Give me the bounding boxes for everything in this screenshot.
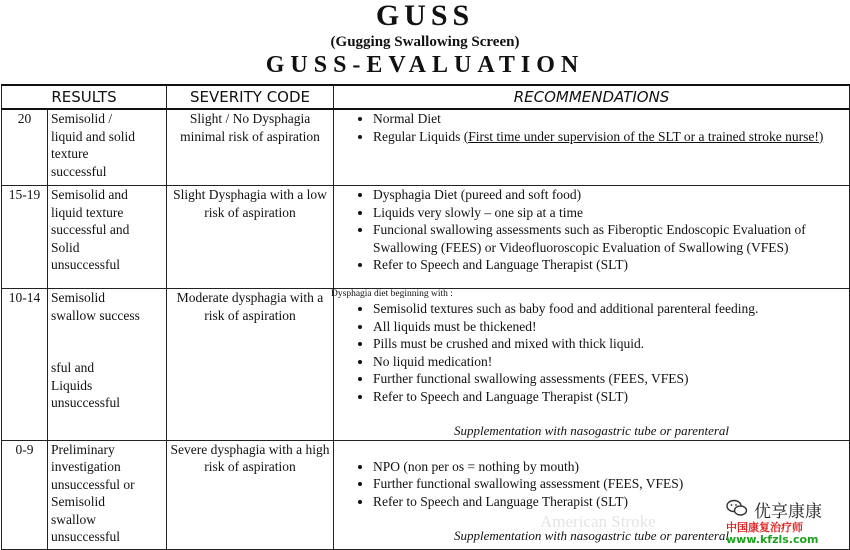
list-item: • Pills must be crushed and mixed with thick liquid. — [373, 335, 846, 353]
score-cell: 15-19 — [2, 186, 48, 289]
evaluation-title: GUSS-EVALUATION — [265, 52, 585, 78]
severity-cell: Slight Dysphagia with a low risk of aspiration — [167, 186, 334, 289]
watermark-logo — [726, 497, 842, 547]
recommendations-cell — [331, 289, 850, 441]
result-line: swallow success — [51, 307, 140, 323]
column-header-severity: SEVERITY CODE — [167, 85, 334, 109]
severity-cell: Severe dysphagia with a high risk of aspiration — [167, 440, 334, 549]
table-row — [2, 440, 850, 549]
faint-watermark-text: American Stroke — [540, 512, 656, 531]
list-item: • Further functional swallowing assessments (FEES, VFES) — [373, 370, 846, 388]
recommendation-list — [337, 300, 846, 405]
result-line: liquid and solid — [51, 128, 135, 144]
list-item: • Normal Diet — [373, 110, 846, 128]
score-cell: 0-9 — [2, 440, 48, 549]
list-item: • Further functional swallowing assessment (FEES, VFES) — [373, 475, 846, 493]
diet-note: Dysphagia diet beginning with : — [331, 289, 453, 299]
list-item: • Refer to Speech and Language Therapist (SLT) — [373, 388, 846, 406]
result-line: Semisolid — [51, 494, 106, 509]
list-item: • Refer to Speech and Language Therapist (SLT) — [373, 493, 846, 511]
recommendation-text: Regular Liquids — [373, 128, 461, 144]
wechat-icon — [726, 499, 748, 517]
result-line: texture — [51, 146, 89, 161]
score-cell: 20 — [2, 109, 48, 186]
table-row — [2, 186, 850, 289]
result-line: Semisolid / — [51, 111, 113, 126]
table-row — [2, 289, 850, 441]
column-header-results: RESULTS — [2, 85, 167, 109]
result-line: Semisolid — [51, 290, 106, 305]
result-line: liquid texture — [51, 204, 124, 220]
supplementation-note: Supplementation with nasogastric tube or parenteral — [454, 423, 730, 438]
list-item: • Liquids very slowly – one sip at a time — [373, 204, 846, 222]
severity-cell: Moderate dysphagia with a risk of aspiration — [167, 289, 334, 441]
column-header-recommendations: RECOMMENDATIONS — [334, 85, 850, 109]
result-line: unsuccessful or — [51, 476, 135, 492]
result-line: unsuccessful — [51, 395, 120, 410]
supplementation-note: Supplementation with nasogastric tube or parenteral — [454, 528, 730, 543]
result-cell — [48, 186, 167, 289]
recommendations-cell — [334, 186, 850, 289]
result-cell — [48, 109, 167, 186]
list-item: • NPO (non per os = nothing by mouth) — [373, 458, 846, 476]
list-item: • Refer to Speech and Language Therapist (SLT) — [373, 256, 846, 274]
result-cell — [48, 440, 167, 549]
page-title: GUSS — [375, 0, 475, 32]
table-row — [2, 109, 850, 186]
result-line: swallow — [51, 511, 96, 527]
result-line: unsuccessful — [51, 257, 120, 272]
list-item: • Semisolid textures such as baby food and additional parenteral feeding. — [373, 300, 846, 318]
result-line: Solid — [51, 239, 80, 255]
page-subtitle: (Gugging Swallowing Screen) — [330, 34, 520, 50]
guss-evaluation-table — [1, 84, 850, 550]
list-item: • Funcional swallowing assessments such as Fiberoptic Endoscopic Evaluation of Swallowing (FEES) or Videofluoroscopic Evaluation of Swallowing (VFES) — [373, 221, 846, 256]
list-item: • Dysphagia Diet (pureed and soft food) — [373, 186, 846, 204]
result-line: sful and — [51, 360, 95, 375]
recommendation-list — [337, 110, 846, 145]
list-item: • All liquids must be thickened! — [373, 318, 846, 336]
result-line: Semisolid and — [51, 187, 128, 202]
score-cell: 10-14 — [2, 289, 48, 441]
severity-cell: Slight / No Dysphagia minimal risk of aspiration — [167, 109, 334, 186]
result-line: successful and — [51, 222, 130, 237]
result-line: Preliminary — [51, 441, 115, 457]
list-item — [373, 128, 846, 146]
result-line: unsuccessful — [51, 529, 120, 544]
list-item: • No liquid medication! — [373, 353, 846, 371]
table-header-row — [2, 85, 850, 109]
recommendation-list — [337, 186, 846, 274]
supervision-note: (First time under supervision of the SLT or a trained stroke nurse!) — [463, 128, 824, 144]
recommendations-cell — [334, 109, 850, 186]
result-line: Liquids — [51, 377, 93, 393]
watermark-url: www.kfzls.com — [726, 533, 819, 546]
result-cell — [48, 289, 167, 441]
watermark-name: 优享康康 — [754, 502, 822, 522]
result-line: successful — [51, 163, 107, 179]
watermark-subtitle: 中国康复治疗师 — [726, 521, 803, 534]
result-line: investigation — [51, 459, 121, 474]
